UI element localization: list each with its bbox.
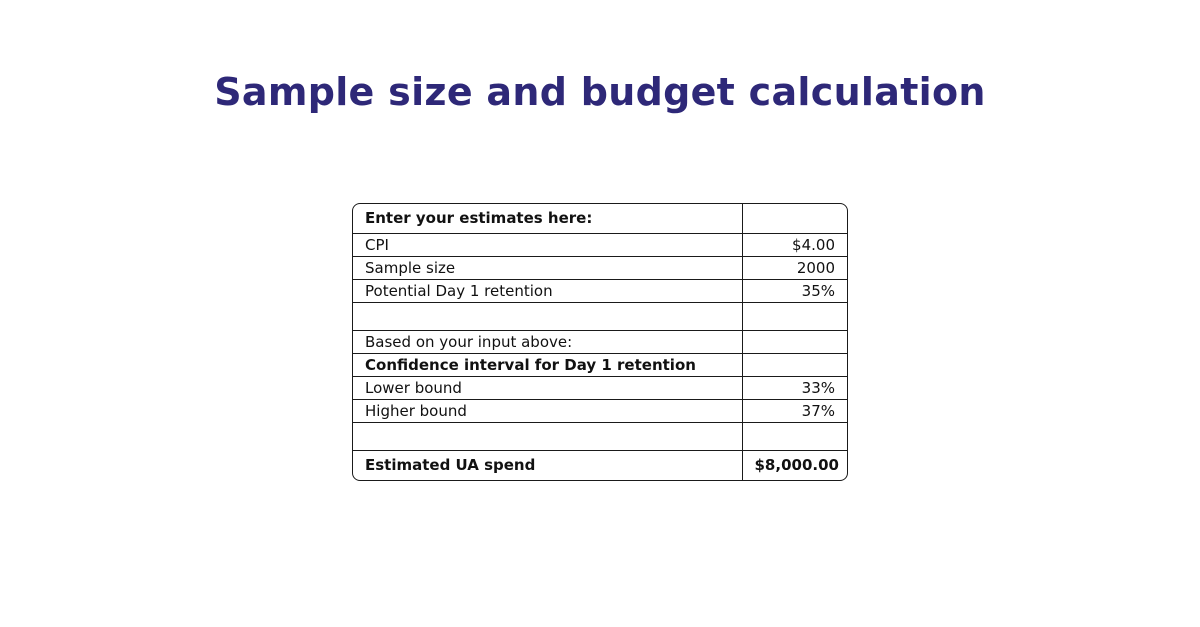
cell-label: Higher bound	[353, 399, 742, 422]
calculation-grid	[353, 204, 847, 480]
cell-value	[742, 204, 847, 233]
cell-label: Lower bound	[353, 376, 742, 399]
cell-value: 33%	[742, 376, 847, 399]
table-row-confidence-header	[353, 353, 847, 376]
cell-label	[353, 422, 742, 450]
table-row-ua-spend	[353, 450, 847, 480]
cell-value	[742, 353, 847, 376]
cell-label: Potential Day 1 retention	[353, 279, 742, 302]
table-row-blank	[353, 302, 847, 330]
cell-value: $4.00	[742, 233, 847, 256]
cell-value: 35%	[742, 279, 847, 302]
cell-label: Enter your estimates here:	[353, 204, 742, 233]
table-row-retention	[353, 279, 847, 302]
table-row-lower-bound	[353, 376, 847, 399]
table-row-blank	[353, 422, 847, 450]
cell-label: Confidence interval for Day 1 retention	[353, 353, 742, 376]
cell-value	[742, 330, 847, 353]
table-row-estimates-header	[353, 204, 847, 233]
calculation-table	[352, 203, 848, 481]
cell-label: Sample size	[353, 256, 742, 279]
table-row-based-on-input	[353, 330, 847, 353]
table-row-higher-bound	[353, 399, 847, 422]
table-row-sample-size	[353, 256, 847, 279]
cell-label	[353, 302, 742, 330]
cell-label: Estimated UA spend	[353, 450, 742, 480]
cell-value	[742, 302, 847, 330]
cell-label: CPI	[353, 233, 742, 256]
cell-value	[742, 422, 847, 450]
table-row-cpi	[353, 233, 847, 256]
page-title: Sample size and budget calculation	[214, 70, 986, 114]
cell-value: 2000	[742, 256, 847, 279]
cell-value: 37%	[742, 399, 847, 422]
cell-value: $8,000.00	[754, 456, 839, 475]
cell-label: Based on your input above:	[353, 330, 742, 353]
